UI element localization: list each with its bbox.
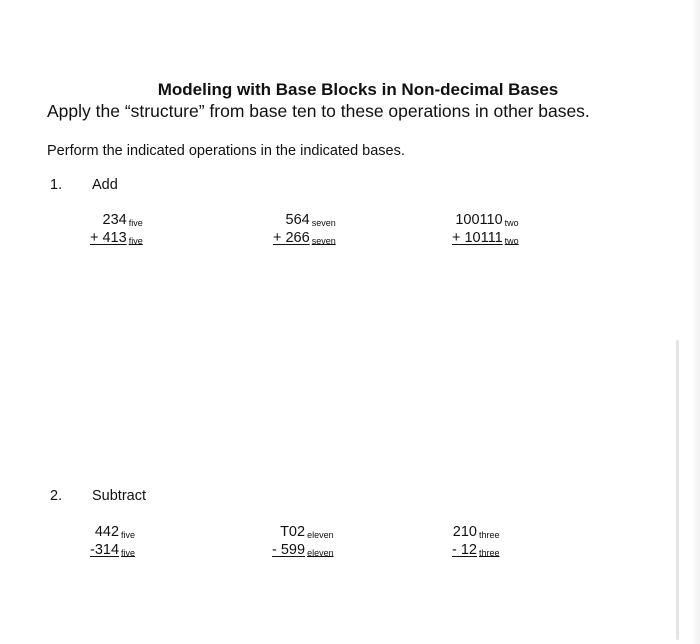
addition-operation (90, 212, 143, 248)
page-subtitle: Apply the “structure” from base ten to these operations in other bases. (47, 101, 590, 121)
operand-bottom: + 10111 two (452, 230, 519, 246)
addition-operation (273, 212, 336, 248)
operand-top: 234 five (102, 212, 143, 228)
addition-operation (452, 212, 519, 248)
operand-bottom: - 599 eleven (272, 542, 334, 558)
operand-top: 100110 two (455, 212, 519, 228)
operand-top: 210 three (452, 524, 500, 540)
operand-top: T02 eleven (280, 524, 334, 540)
operand-bottom: -314 five (90, 542, 136, 558)
page-title: Modeling with Base Blocks in Non-decimal Bases (157, 80, 559, 99)
page-edge-shadow (692, 0, 700, 644)
subtraction-operation (452, 524, 500, 560)
subtraction-operation (90, 524, 135, 560)
instructions-text: Perform the indicated operations in the indicated bases. (47, 143, 405, 159)
problem-label-subtract: Subtract (92, 488, 146, 504)
subtraction-operation (272, 524, 334, 560)
operand-bottom: + 413 five (90, 230, 143, 246)
operand-bottom: + 266 seven (273, 230, 336, 246)
operand-top: 442 five (94, 524, 136, 540)
problem-label-add: Add (92, 177, 118, 193)
operand-top: 564 seven (285, 212, 336, 228)
scrollbar[interactable] (676, 340, 679, 640)
operand-bottom: - 12 three (452, 542, 500, 558)
problem-number: 2. (50, 488, 63, 504)
problem-number: 1. (50, 177, 63, 193)
